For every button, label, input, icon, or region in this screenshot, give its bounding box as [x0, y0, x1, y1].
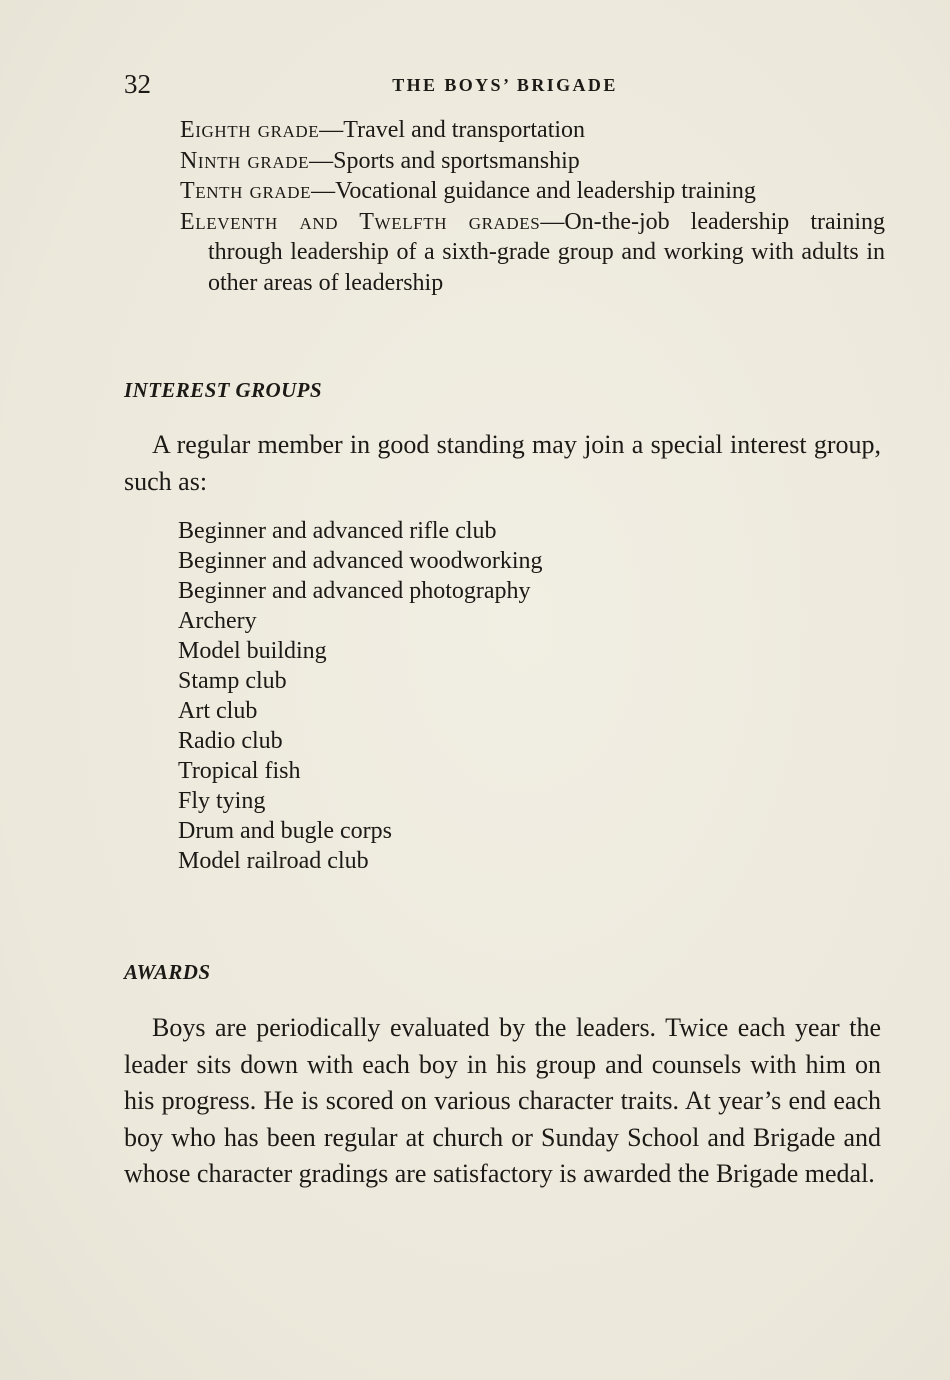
- list-item: Archery: [178, 608, 257, 634]
- interest-groups-intro: A regular member in good standing may join a special interest group, such as:: [124, 430, 881, 496]
- grade-label: Ninth grade: [180, 147, 310, 174]
- list-item: Beginner and advanced woodworking: [178, 548, 543, 574]
- page-number: 32: [124, 69, 151, 99]
- grade-label: Eleventh and Twelfth grades: [180, 208, 541, 235]
- awards-paragraph: Boys are periodically evaluated by the leaders. Twice each year the leader sits down with each boy in his group and counsels with him on his progress. He is scored on various character traits. At year’s end each boy who has been regular at church or Sunday School and Brigade and whose character gradings are satisfactory is awarded the Brigade medal.: [124, 1013, 881, 1188]
- grade-item-eleventh-twelfth: [180, 207, 885, 299]
- list-item: Art club: [178, 698, 258, 724]
- grade-topic: —Sports and sportsmanship: [309, 147, 580, 174]
- club-list: [178, 516, 543, 876]
- grade-topic: —Travel and transportation: [319, 117, 586, 143]
- running-title: THE BOYS’ BRIGADE: [392, 75, 618, 95]
- awards-heading: AWARDS: [124, 960, 211, 984]
- list-item: Model building: [178, 638, 327, 664]
- grade-topics-list: [180, 115, 885, 298]
- grade-topic: —Vocational guidance and leadership training: [311, 178, 756, 204]
- list-item: Beginner and advanced photography: [178, 578, 531, 604]
- grade-item-tenth: [180, 176, 885, 207]
- interest-groups-heading: INTEREST GROUPS: [124, 378, 322, 402]
- grade-item-eighth: [180, 115, 885, 146]
- grade-item-ninth: [180, 146, 885, 177]
- list-item: Drum and bugle corps: [178, 818, 392, 844]
- list-item: Stamp club: [178, 668, 287, 694]
- grade-label: Eighth grade: [180, 117, 320, 143]
- grade-topic: —On-the-job leadership training through leadership of a sixth-grade group and working with adults in other areas of leadership: [208, 208, 885, 296]
- list-item: Radio club: [178, 728, 283, 754]
- list-item: Model railroad club: [178, 848, 369, 874]
- list-item: Tropical fish: [178, 758, 301, 784]
- list-item: Fly tying: [178, 788, 266, 814]
- list-item: Beginner and advanced rifle club: [178, 518, 497, 544]
- grade-label: Tenth grade: [180, 178, 312, 204]
